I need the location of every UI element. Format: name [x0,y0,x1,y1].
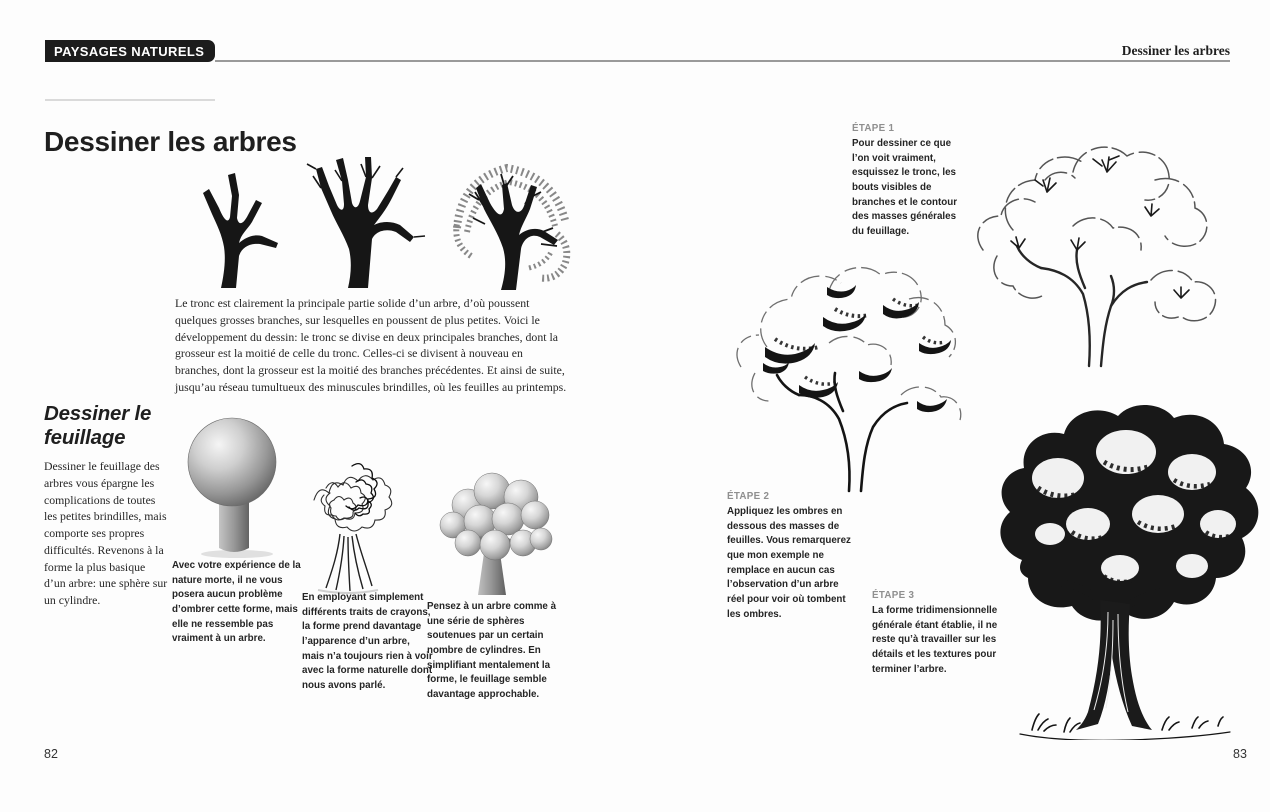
step3-finished-tree-illustration [980,400,1270,740]
bare-tree-detailed [456,168,567,290]
page-number-right: 83 [1233,747,1247,761]
step-2-text: Appliquez les ombres en dessous des masses de feuilles. Vous remarquerez que mon exemple ne remplace en aucun cas l’observation d’un arbre réel pour voir où tombent les ombres. [727,506,851,620]
section-tab-label: PAYSAGES NATURELS [54,43,205,59]
section-tab [45,40,215,62]
subsection-heading: Dessiner le feuillage [44,402,152,449]
subsection-body: Dessiner le feuillage des arbres vous épargne les complications de toutes les petites brindilles, mais comporte ses propres difficultés. Revenons à la forme la plus basique d’un arbre: une sphère sur un cylindre. [44,459,168,607]
bare-trees-progression-illustration [185,148,580,293]
title-rule [45,99,215,101]
step-3-label: ÉTAPE 3 [872,590,915,601]
step-2-label: ÉTAPE 2 [727,491,770,502]
step-3-text: La forme tridimensionnelle générale étant établie, il ne reste qu’à travailler sur les détails et les textures pour terminer l’arbre. [872,605,998,675]
step-1-label: ÉTAPE 1 [852,123,895,134]
page-title: Dessiner les arbres [44,126,297,157]
scribble-foliage-tree-illustration [300,438,395,596]
step-1-block [852,123,965,240]
step2-shaded-tree-illustration [715,243,1005,493]
sphere-on-cylinder-illustration [175,412,290,562]
bare-tree-medium [307,157,425,288]
caption-sphere-cylinder: Avec votre expérience de la nature morte, il ne vous posera aucun problème d’ombrer cette forme, mais elle ne ressemble pas vraiment à un arbre. [172,560,301,645]
step-1-text: Pour dessiner ce que l’on voit vraiment, esquissez le tronc, les bouts visibles de branches et le contour des masses générales du feuillage. [852,138,958,238]
caption-scribble-tree: En employant simplement différents traits de crayons, la forme prend davantage l’apparence d’un arbre, mais n’a toujours rien à voir avec la forme naturelle dont nous avons parlé. [302,592,433,692]
intro-paragraph: Le tronc est clairement la principale partie solide d’un arbre, d’où poussent quelques grosses branches, sur lesquelles en poussent de plus petites. Voici le développement du dessin: le tronc se divise en deux principales branches, dont la grosseur est la moitié de celle du tronc. Celles-ci se divisent à nouveau en branches, dont la grosseur est la moitié des branches précédentes. Et ainsi de suite, jusqu’au réseau tumultueux des minuscules brindilles, où les feuilles au printemps. [175,296,567,394]
bare-tree-simple [203,173,278,288]
caption-sphere-cluster: Pensez à un arbre comme à une série de sphères soutenues par un certain nombre de cylindres. En simplifiant mentalement la forme, le feuillage semble davantage approchable. [427,601,557,701]
step-3-block [872,590,1005,677]
header-rule [215,60,1230,62]
step-2-block [727,491,857,623]
sphere-cluster-tree-illustration [428,455,560,597]
running-head: Dessiner les arbres [1121,43,1230,58]
page-number-left: 82 [44,747,58,761]
